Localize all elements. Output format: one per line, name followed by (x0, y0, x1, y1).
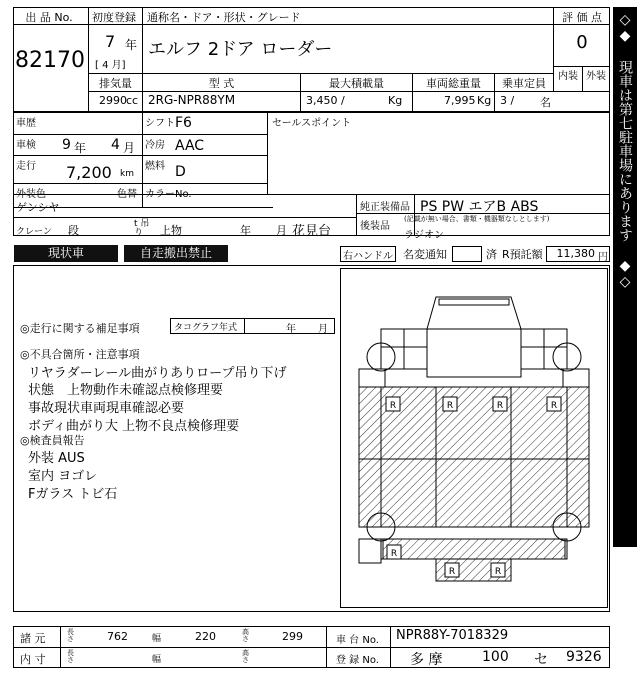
reg-kana: セ (534, 652, 548, 668)
chassis-label: 車 台 No. (336, 635, 379, 646)
reg-class: 100 (482, 649, 509, 665)
gvw-label: 車両総重量 (426, 77, 481, 90)
sales-point-label: セールスポイント (272, 118, 352, 129)
fuel-label: 燃料 (145, 161, 165, 172)
after-equipment-note: (記載が無い場合、書類・機器類なしとします) (404, 215, 550, 223)
displacement-unit: cc (126, 94, 139, 107)
width-value: 220 (195, 630, 216, 643)
first-reg-year: 7 (105, 32, 116, 51)
interior-width-label: 幅 (152, 655, 162, 665)
history-label: 車歴 (16, 118, 36, 129)
score-value: 0 (576, 32, 588, 53)
lot-label: 出 品 No. (25, 11, 73, 24)
defect-line-3: 事故現状車両現車確認必要 (28, 401, 185, 416)
repair-mark: R (446, 401, 454, 411)
upper-month-unit: 月 (276, 224, 287, 237)
repair-mark: R (494, 567, 502, 577)
after-equipment-items: ラジオン (404, 230, 444, 241)
mileage-unit: km (120, 169, 134, 179)
inspection-label: 車検 (16, 140, 36, 151)
mileage-label: 走行 (16, 161, 36, 172)
reg-area: 多 摩 (410, 652, 443, 668)
max-load-value: 3,450 / (306, 94, 345, 107)
length-value: 762 (107, 630, 128, 643)
ext-color-label: 外装色 (16, 189, 46, 200)
first-reg-label: 初度登録 (92, 11, 136, 24)
tachograph-year-unit: 年 (286, 324, 296, 335)
displacement-value: 2990 (99, 94, 127, 107)
width-label: 幅 (152, 634, 162, 644)
repair-mark: R (448, 567, 456, 577)
fuel-value: D (175, 164, 186, 180)
height-value: 299 (282, 630, 303, 643)
defect-line-1: リヤラダーレール曲がりありロープ吊り下げ (28, 366, 287, 381)
model-code: 2RG-NPR88YM (148, 93, 236, 107)
fee-label: R預託額 (502, 248, 543, 261)
interior-score-label: 内装 (558, 71, 578, 82)
displacement-label: 排気量 (99, 77, 132, 90)
gvw-value: 7,995 (444, 94, 476, 107)
fee-prefix: 済 (486, 248, 497, 261)
model-name: エルフ 2ドア ローダー (148, 39, 333, 60)
inspection-year: 9 (62, 137, 71, 153)
inspector-line-3: Fガラス トビ石 (28, 487, 118, 502)
after-equipment-label: 後装品 (360, 221, 390, 232)
defect-line-4: ボディ曲がり大 上物不良点検修理要 (28, 419, 240, 434)
repair-mark: R (550, 401, 558, 411)
capacity-label: 乗車定員 (502, 77, 546, 90)
defect-line-2: 状態 上物動作未確認点検修理要 (28, 383, 224, 398)
inspector-line-1: 外装 AUS (28, 451, 85, 466)
dims-label: 諸 元 (20, 632, 46, 645)
truck-diagram (341, 269, 607, 607)
driving-notes-label: ◎走行に関する補足事項 (20, 322, 140, 335)
shift-value: F6 (175, 115, 192, 131)
name-change-label: 名変通知 (403, 248, 447, 261)
ext-color-value: ゲンシヤ (16, 201, 60, 214)
model-name-label: 通称名・ドア・形状・グレード (147, 11, 301, 24)
max-load-unit: Kg (388, 94, 403, 107)
gvw-unit: Kg (477, 94, 492, 107)
capacity-unit: 名 (540, 96, 551, 109)
repair-mark: R (390, 549, 398, 559)
repair-mark: R (389, 401, 397, 411)
repair-mark: R (496, 401, 504, 411)
self-drive-ban-badge: 自走搬出禁止 (124, 245, 228, 262)
length-label: 長さ (67, 628, 74, 643)
max-load-label: 最大積載量 (329, 77, 384, 90)
defects-label: ◎不具合箇所・注意事項 (20, 348, 140, 361)
std-equipment-label: 純正装備品 (360, 202, 410, 213)
upper-year-unit: 年 (240, 224, 251, 237)
interior-length-label: 長さ (67, 649, 74, 664)
current-car-badge: 現状車 (14, 245, 118, 262)
upper-maker: 花見台 (292, 224, 332, 239)
color-change-label: 色替 (117, 189, 137, 200)
inspection-month-unit: 月 (123, 141, 136, 155)
crane-stage-unit: 段 (68, 224, 79, 237)
interior-height-label: 高さ (242, 649, 249, 664)
capacity-value: 3 / (500, 94, 515, 107)
inspector-line-2: 室内 ヨゴレ (28, 469, 98, 484)
inspection-year-unit: 年 (74, 141, 87, 155)
color-no-label: カラーNo. (145, 189, 192, 200)
std-equipment-items: PS PW エアB ABS (420, 199, 539, 215)
tachograph-label: タコグラフ年式 (174, 323, 238, 333)
chassis-value: NPR88Y-7018329 (396, 628, 509, 643)
inspection-month: 4 (111, 137, 120, 153)
shift-label: シフト (145, 118, 175, 129)
model-code-label: 型 式 (208, 77, 235, 90)
tachograph-month-unit: 月 (318, 324, 328, 335)
name-change-box (452, 246, 482, 262)
exterior-score-label: 外装 (586, 71, 606, 82)
fee-value: 11,380 (556, 247, 595, 260)
right-hand-label: 右ハンドル (343, 251, 393, 262)
mileage-value: 7,200 (66, 163, 112, 182)
crane-lift-unit: t 吊り (134, 219, 150, 238)
interior-dims-label: 内 寸 (20, 653, 46, 666)
fee-unit: 円 (598, 252, 608, 263)
ac-value: AAC (175, 138, 205, 154)
lot-number: 82170 (15, 48, 85, 73)
ac-label: 冷房 (145, 140, 165, 151)
first-reg-month: [ 4 月] (95, 60, 126, 71)
first-reg-year-unit: 年 (125, 38, 138, 52)
score-label: 評 価 点 (562, 11, 602, 24)
reg-number: 9326 (566, 649, 602, 665)
crane-label: クレーン (16, 227, 52, 237)
upper-label: 上物 (160, 224, 182, 237)
height-label: 高さ (242, 628, 249, 643)
inspector-label: ◎検査員報告 (20, 434, 85, 447)
side-banner-text: ◇◆ 現車は第七駐車場にあります ◆◇ (617, 12, 633, 290)
reg-label: 登 録 No. (336, 655, 379, 666)
truck-diagram-frame (340, 268, 608, 608)
